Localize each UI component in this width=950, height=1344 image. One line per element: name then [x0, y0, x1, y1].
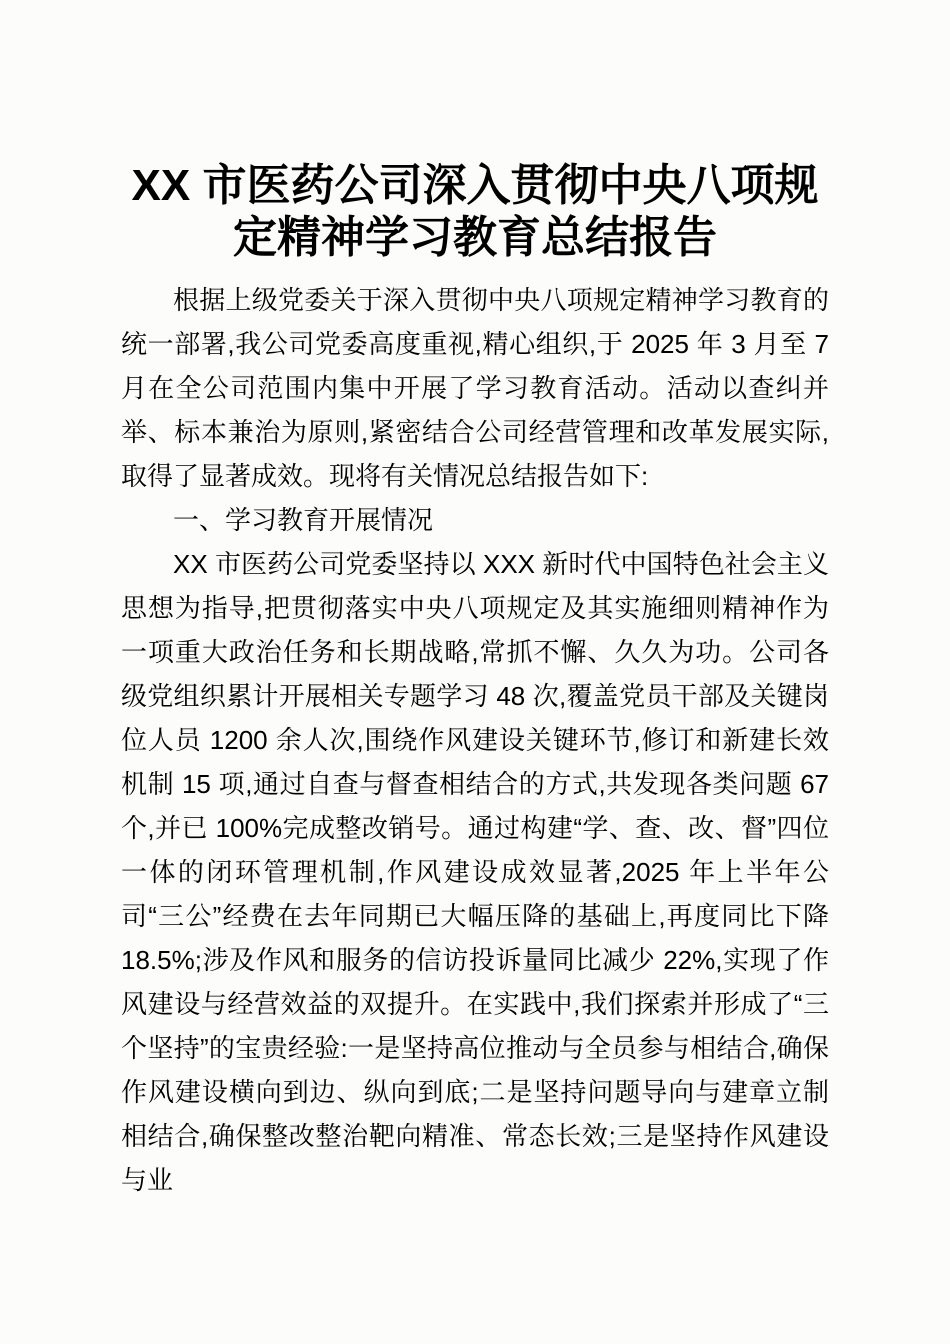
- document-title: XX 市医药公司深入贯彻中央八项规定精神学习教育总结报告: [131, 161, 819, 262]
- section-1-body-paragraph: XX 市医药公司党委坚持以 XXX 新时代中国特色社会主义思想为指导,把贯彻落实中央八项规定及其实施细则精神作为一项重大政治任务和长期战略,常抓不懈、久久为功。公司各级党组织累计开展相关专题学习 48 次,覆盖党员干部及关键岗位人员 1200 余人次,围绕作风建设关键环节,修订和新建长效机制 15 项,通过自查与督查相结合的方式,共发现各类问题 67 个,并已 100%完成整改销号。通过构建“学、查、改、督”四位一体的闭环管理机制,作风建设成效显著,2025 年上半年公司“三公”经费在去年同期已大幅压降的基础上,再度同比下降 18.5%;涉及作风和服务的信访投诉量同比减少 22%,实现了作风建设与经营效益的双提升。在实践中,我们探索并形成了“三个坚持”的宝贵经验:一是坚持高位推动与全员参与相结合,确保作风建设横向到边、纵向到底;二是坚持问题导向与建章立制相结合,确保整改整治靶向精准、常态长效;三是坚持作风建设与业: [121, 549, 829, 1195]
- intro-paragraph: 根据上级党委关于深入贯彻中央八项规定精神学习教育的统一部署,我公司党委高度重视,精心组织,于 2025 年 3 月至 7 月在全公司范围内集中开展了学习教育活动。活动以查纠并举、标本兼治为原则,紧密结合公司经营管理和改革发展实际,取得了显著成效。现将有关情况总结报告如下:: [121, 285, 829, 491]
- section-1-heading: 一、学习教育开展情况: [173, 505, 434, 535]
